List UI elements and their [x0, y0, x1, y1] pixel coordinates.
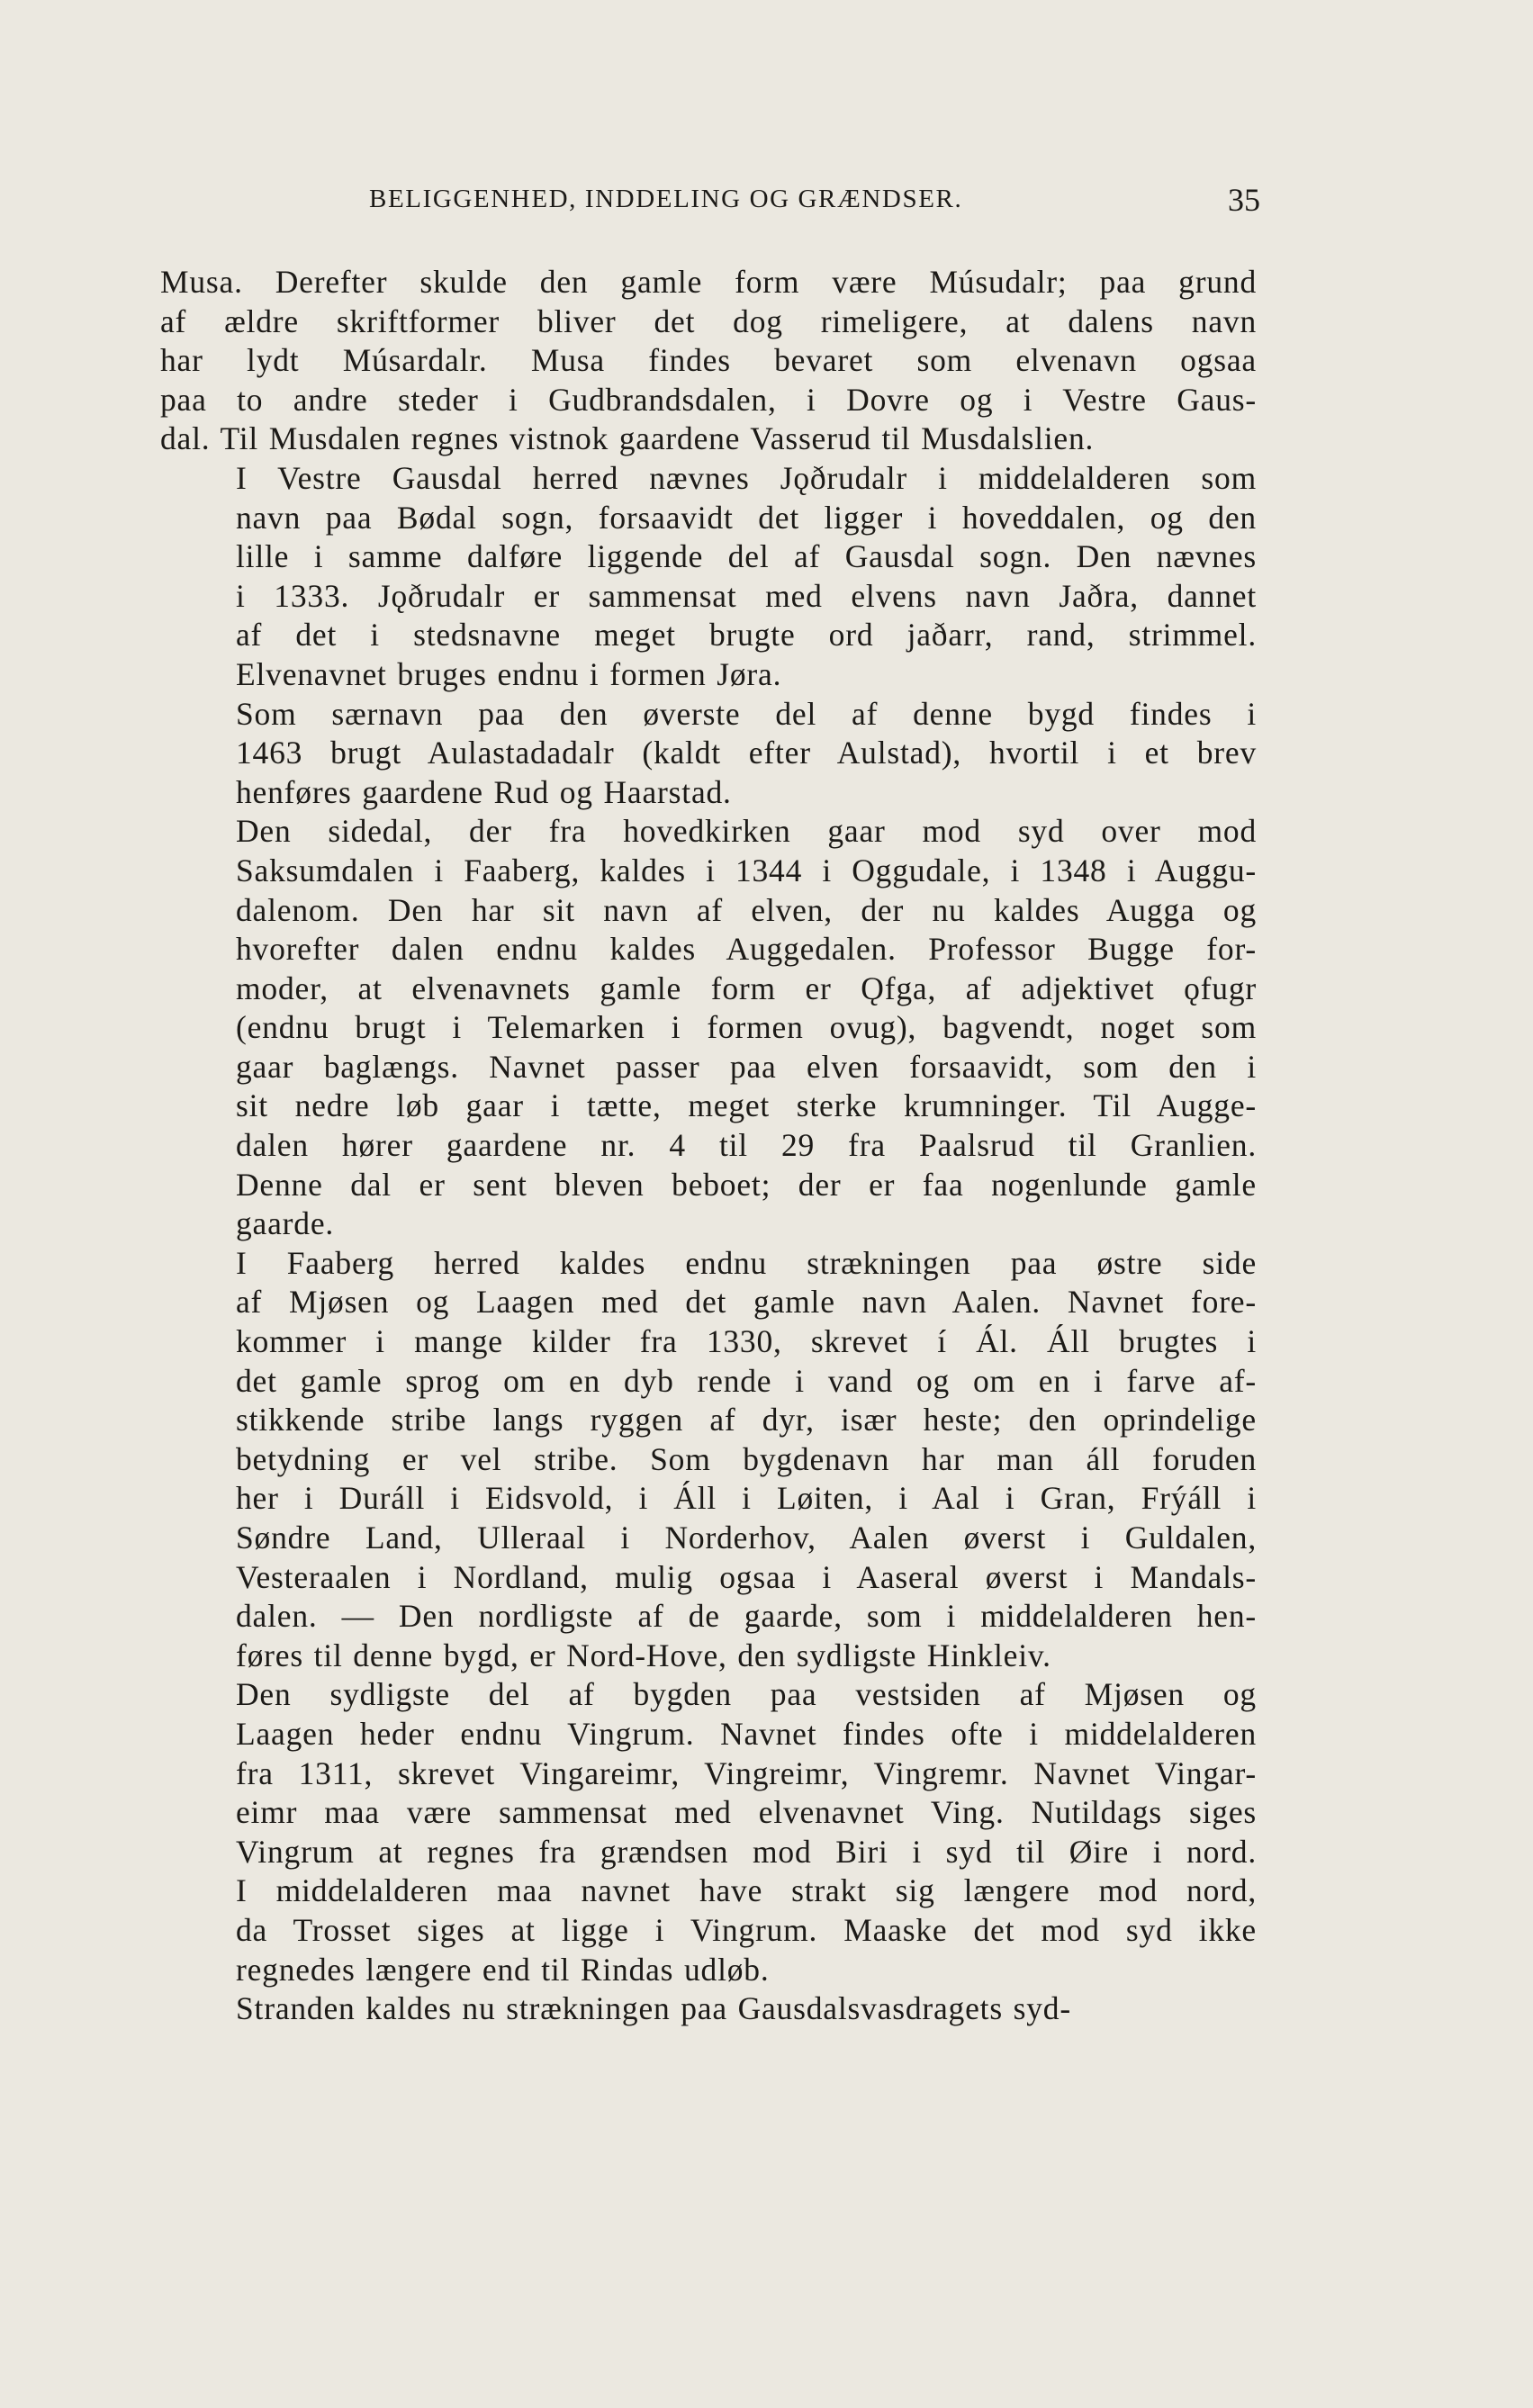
paragraph — [160, 695, 1257, 813]
text-line: gaar baglængs. Navnet passer paa elven forsaavidt, som den i — [236, 1048, 1257, 1085]
running-title: BELIGGENHED, INDDELING OG GRÆNDSER. — [369, 185, 963, 213]
text-line: lille i samme dalføre liggende del af Gausdal sogn. Den nævnes — [236, 538, 1257, 575]
text-line: det gamle sprog om en dyb rende i vand og om en i farve af- — [236, 1362, 1257, 1399]
text-line: I Faaberg herred kaldes endnu strækningen paa østre side — [236, 1244, 1257, 1281]
paragraph — [160, 812, 1257, 1244]
text-line: Saksumdalen i Faaberg, kaldes i 1344 i Oggudale, i 1348 i Auggu- — [236, 852, 1257, 888]
text-line: Elvenavnet bruges endnu i formen Jøra. — [236, 655, 782, 692]
text-line: Denne dal er sent bleven beboet; der er faa nogenlunde gamle — [236, 1166, 1257, 1203]
text-line: Søndre Land, Ulleraal i Norderhov, Aalen øverst i Guldalen, — [236, 1520, 1257, 1556]
text-line: af det i stedsnavne meget brugte ord jaðarr, rand, strimmel. — [236, 617, 1257, 654]
text-line: føres til denne bygd, er Nord-Hove, den sydligste Hinkleiv. — [236, 1637, 1051, 1673]
text-line: navn paa Bødal sogn, forsaavidt det ligger i hoveddalen, og den — [236, 499, 1257, 536]
text-line: hvorefter dalen endnu kaldes Auggedalen. Professor Bugge for- — [236, 931, 1257, 968]
text-line: 1463 brugt Aulastadadalr (kaldt efter Aulstad), hvortil i et brev — [236, 735, 1257, 771]
text-line: kommer i mange kilder fra 1330, skrevet í Ál. Áll brugtes i — [236, 1323, 1257, 1360]
paragraph — [160, 263, 1257, 459]
text-line: Som særnavn paa den øverste del af denne bygd findes i — [236, 695, 1257, 732]
text-line: sit nedre løb gaar i tætte, meget sterke krumninger. Til Augge- — [236, 1087, 1257, 1124]
text-line: Den sidedal, der fra hovedkirken gaar mod syd over mod — [236, 813, 1257, 850]
text-line: Laagen heder endnu Vingrum. Navnet findes ofte i middelalderen — [236, 1715, 1257, 1752]
text-line: (endnu brugt i Telemarken i formen ovug), bagvendt, noget som — [236, 1009, 1257, 1046]
text-line: betydning er vel stribe. Som bygdenavn har man áll foruden — [236, 1440, 1257, 1477]
text-line: i 1333. Jǫðrudalr er sammensat med elvens navn Jaðra, dannet — [236, 577, 1257, 614]
page-header — [369, 182, 1260, 221]
text-line: dal. Til Musdalen regnes vistnok gaardene Vasserud til Musdalslien. — [160, 420, 1095, 457]
text-line: dalen hører gaardene nr. 4 til 29 fra Paalsrud til Granlien. — [236, 1127, 1257, 1164]
text-line: moder, at elvenavnets gamle form er Ǫfga, af adjektivet ǫfugr — [236, 970, 1257, 1006]
text-line: Vesteraalen i Nordland, mulig ogsaa i Aaseral øverst i Mandals- — [236, 1558, 1257, 1595]
text-line: dalen. — Den nordligste af de gaarde, som i middelalderen hen- — [236, 1598, 1257, 1635]
text-line: henføres gaardene Rud og Haarstad. — [236, 773, 732, 810]
paragraph — [160, 1244, 1257, 1676]
text-line: regnedes længere end til Rindas udløb. — [236, 1951, 770, 1988]
paragraph — [160, 459, 1257, 695]
text-line: Stranden kaldes nu strækningen paa Gausdalsvasdragets syd- — [236, 1990, 1071, 2027]
body-text — [160, 263, 1257, 2029]
text-line: fra 1311, skrevet Vingareimr, Vingreimr, Vingremr. Navnet Vingar- — [236, 1754, 1257, 1791]
text-line: stikkende stribe langs ryggen af dyr, især heste; den oprindelige — [236, 1402, 1257, 1438]
text-line: her i Duráll i Eidsvold, i Áll i Løiten, i Aal i Gran, Frýáll i — [236, 1480, 1257, 1517]
paragraph — [160, 1675, 1257, 1989]
text-line: gaarde. — [236, 1205, 335, 1242]
text-line: paa to andre steder i Gudbrandsdalen, i Dovre og i Vestre Gaus- — [160, 381, 1257, 418]
text-line: I Vestre Gausdal herred nævnes Jǫðrudalr i middelalderen som — [236, 459, 1257, 496]
text-line: Musa. Derefter skulde den gamle form være Músudalr; paa grund — [160, 264, 1257, 300]
paragraph — [160, 1989, 1257, 2029]
text-line: dalenom. Den har sit navn af elven, der nu kaldes Augga og — [236, 891, 1257, 928]
text-line: af Mjøsen og Laagen med det gamle navn Aalen. Navnet fore- — [236, 1284, 1257, 1321]
page-number: 35 — [1228, 182, 1260, 218]
text-line: har lydt Músardalr. Musa findes bevaret som elvenavn ogsaa — [160, 342, 1257, 379]
text-line: Vingrum at regnes fra grændsen mod Biri i syd til Øire i nord. — [236, 1833, 1257, 1870]
text-line: Den sydligste del af bygden paa vestsiden af Mjøsen og — [236, 1676, 1257, 1713]
text-line: da Trosset siges at ligge i Vingrum. Maaske det mod syd ikke — [236, 1911, 1257, 1948]
text-line: af ældre skriftformer bliver det dog rimeligere, at dalens navn — [160, 302, 1257, 339]
text-line: eimr maa være sammensat med elvenavnet Ving. Nutildags siges — [236, 1794, 1257, 1831]
text-line: I middelalderen maa navnet have strakt sig længere mod nord, — [236, 1872, 1257, 1909]
